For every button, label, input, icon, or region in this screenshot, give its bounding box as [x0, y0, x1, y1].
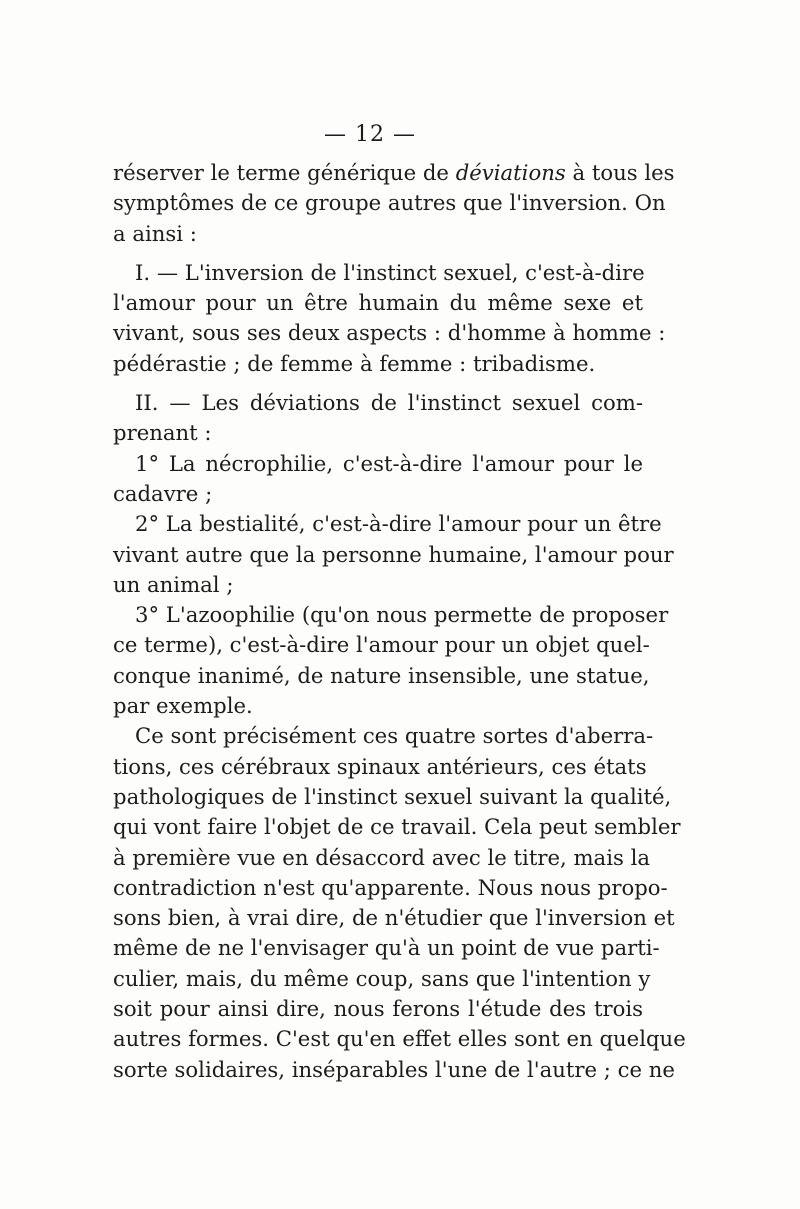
text-line — [113, 630, 650, 660]
text-line — [113, 721, 654, 751]
text-line — [113, 258, 643, 288]
text-line — [113, 1055, 675, 1085]
text-segment: même de ne l'envisager qu'à un point de vue parti- — [113, 935, 660, 961]
text-line — [113, 388, 643, 418]
text-line — [113, 964, 651, 994]
text-line — [113, 752, 647, 782]
page-number: — 12 — — [324, 122, 416, 147]
text-line — [113, 873, 668, 903]
text-line — [113, 782, 672, 812]
text-segment: autres formes. C'est qu'en effet elles sont en quelque — [113, 1026, 686, 1052]
text-line — [113, 600, 669, 630]
text-segment: pédérastie ; de femme à femme : tribadisme. — [113, 350, 596, 376]
text-segment: I. — L'inversion de l'instinct sexuel, c'est-à-dire — [135, 259, 645, 285]
text-line — [113, 903, 675, 933]
text-segment: à tous les — [565, 160, 675, 185]
text-line — [113, 219, 643, 249]
text-line — [113, 158, 675, 188]
paragraph-gap — [113, 249, 643, 258]
text-segment: prenant : — [113, 420, 212, 446]
text-segment: vivant autre que la personne humaine, l'amour pour — [113, 541, 674, 567]
text-line — [113, 933, 660, 963]
text-line — [113, 449, 643, 479]
text-line — [113, 994, 643, 1024]
text-segment: 1° La nécrophilie, c'est-à-dire l'amour pour le — [135, 450, 643, 476]
text-line — [113, 1024, 686, 1054]
text-segment: 3° L'azoophilie (qu'on nous permette de proposer — [135, 602, 669, 628]
text-segment: a ainsi : — [113, 220, 197, 246]
text-line — [113, 288, 643, 318]
paragraph-gap — [113, 379, 643, 388]
text-segment: un animal ; — [113, 571, 234, 597]
text-segment: l'amour pour un être humain du même sexe et — [113, 290, 643, 316]
text-segment: tions, ces cérébraux spinaux antérieurs, ces états — [113, 753, 647, 779]
text-line — [113, 540, 674, 570]
text-segment: pathologiques de l'instinct sexuel suivant la qualité, — [113, 783, 672, 809]
text-segment: Ce sont précisément ces quatre sortes d'aberra- — [135, 723, 654, 749]
text-segment: vivant, sous ses deux aspects : d'homme à homme : — [113, 320, 666, 346]
text-line — [113, 479, 643, 509]
text-segment: à première vue en désaccord avec le titre, mais la — [113, 844, 650, 870]
text-line — [113, 570, 643, 600]
text-segment: symptômes de ce groupe autres que l'inversion. On — [113, 190, 666, 216]
text-segment: conque inanimé, de nature insensible, une statue, — [113, 662, 650, 688]
text-line — [113, 418, 643, 448]
text-segment: soit pour ainsi dire, nous ferons l'étude des trois — [113, 996, 643, 1022]
text-line — [113, 349, 643, 379]
text-segment: culier, mais, du même coup, sans que l'intention y — [113, 965, 651, 991]
text-segment: 2° La bestialité, c'est-à-dire l'amour pour un être — [135, 511, 662, 537]
text-line — [113, 318, 666, 348]
text-line — [113, 843, 650, 873]
text-line — [113, 509, 662, 539]
text-line — [113, 661, 650, 691]
text-segment: contradiction n'est qu'apparente. Nous nous propo- — [113, 874, 668, 900]
text-segment: sorte solidaires, inséparables l'une de l'autre ; ce ne — [113, 1056, 675, 1082]
text-segment: II. — Les déviations de l'instinct sexuel com- — [135, 390, 643, 416]
text-line — [113, 188, 666, 218]
text-line — [113, 691, 643, 721]
text-segment: ce terme), c'est-à-dire l'amour pour un objet quel- — [113, 632, 650, 658]
text-segment: qui vont faire l'objet de ce travail. Cela peut sembler — [113, 814, 681, 840]
text-segment: sons bien, à vrai dire, de n'étudier que l'inversion et — [113, 905, 675, 931]
text-segment: réserver le terme générique de — [113, 160, 456, 185]
text-segment: cadavre ; — [113, 480, 213, 506]
text-line — [113, 812, 681, 842]
italic-term: déviations — [455, 160, 566, 185]
text-segment: par exemple. — [113, 693, 253, 719]
body-text — [113, 158, 686, 1085]
